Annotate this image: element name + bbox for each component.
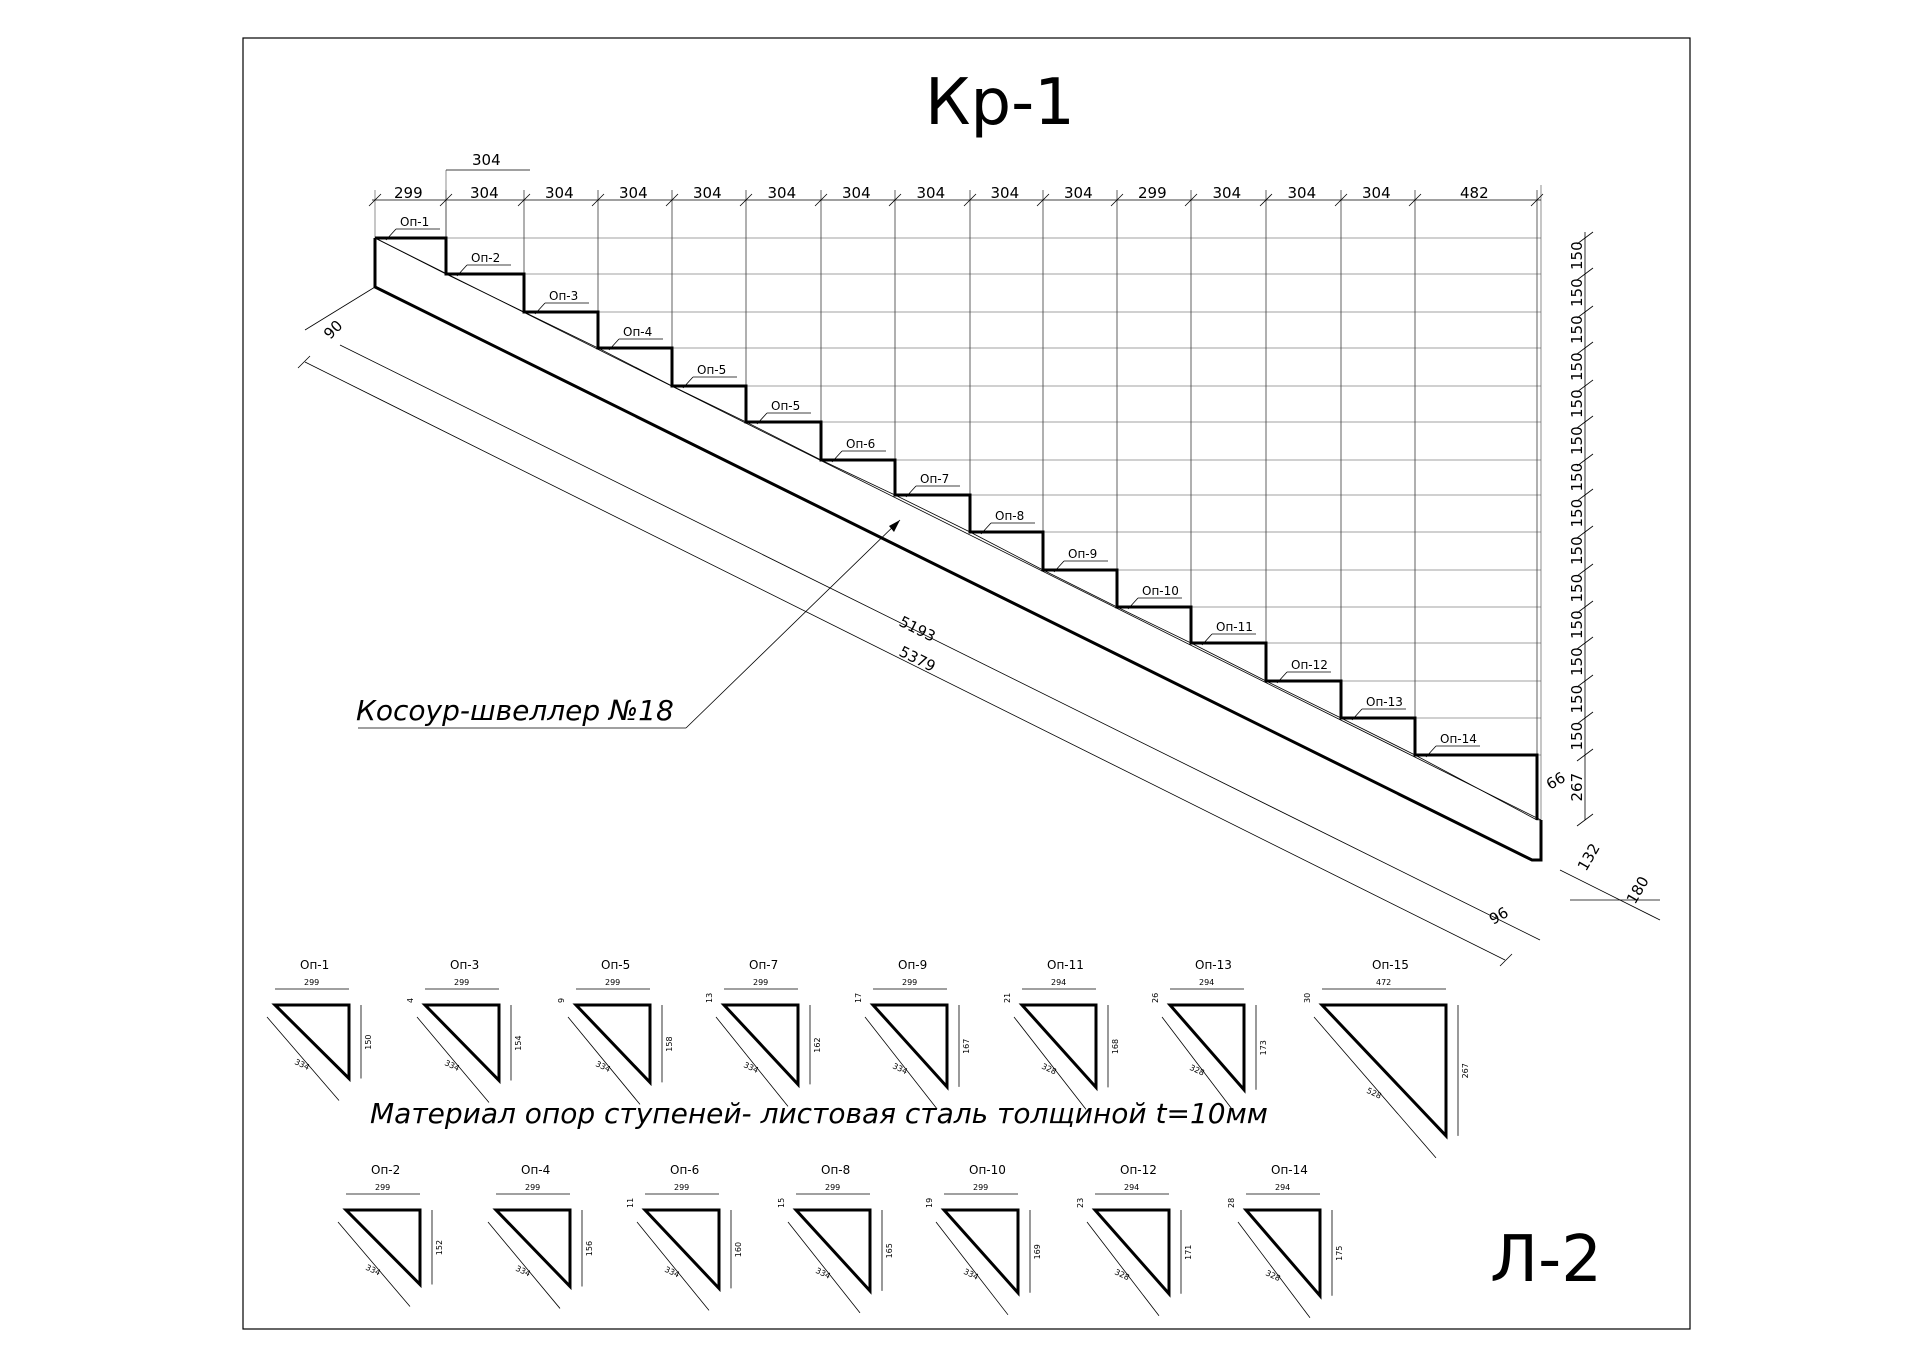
- stringer-beam: [298, 238, 1660, 966]
- beam-dim-inner: [340, 345, 1540, 940]
- top-dim-label: 304: [842, 184, 871, 202]
- support-triangle: [346, 1210, 420, 1284]
- step-diagonal: [1043, 570, 1117, 607]
- support-top-dim: 299: [454, 978, 470, 987]
- step-supports: [375, 215, 1537, 820]
- step-diagonal: [375, 238, 446, 274]
- support-name: Оп-1: [300, 958, 330, 972]
- beam-bottom-dim: 96: [1486, 903, 1512, 929]
- support-top-dim: 299: [674, 1183, 690, 1192]
- beam-bottom-dim: 132: [1573, 840, 1604, 874]
- support-hyp-dim: 528: [1365, 1086, 1383, 1101]
- support-left-dim: 9: [557, 997, 566, 1003]
- support-right-dim: 169: [1033, 1244, 1042, 1260]
- support-right-dim: 165: [885, 1243, 894, 1259]
- side-dim-label: 150: [1568, 536, 1586, 565]
- step-label: Оп-9: [1068, 547, 1098, 561]
- support-hyp-dim: 334: [814, 1266, 832, 1281]
- support-top-dim: 294: [1051, 978, 1067, 987]
- top-dim-label: 304: [1212, 184, 1242, 202]
- support-name: Оп-7: [749, 958, 779, 972]
- step-label: Оп-5: [697, 363, 727, 377]
- side-dim-label: 150: [1568, 647, 1586, 676]
- support-hyp-dimline: [1314, 1017, 1436, 1158]
- support-hyp-dim: 334: [443, 1058, 461, 1074]
- support-details: [267, 958, 1470, 1318]
- support-top-dim: 299: [525, 1183, 541, 1192]
- support-left-dim: 13: [705, 992, 714, 1003]
- side-dim-label: 150: [1568, 498, 1586, 528]
- step-label: Оп-12: [1291, 658, 1328, 672]
- beam-length-inner: 5193: [896, 612, 939, 646]
- support-top-dim: 299: [973, 1183, 989, 1192]
- step-diagonal: [446, 274, 524, 312]
- side-dim-label: 150: [1568, 721, 1586, 751]
- support-hyp-dim: 334: [293, 1057, 311, 1073]
- step-diagonal: [970, 532, 1043, 570]
- top-dim-label: 299: [1138, 184, 1167, 202]
- beam-outline: [375, 238, 1541, 860]
- step-label: Оп-11: [1216, 620, 1253, 634]
- step-diagonal: [746, 422, 821, 460]
- beam-top-edge: [375, 238, 1541, 820]
- support-left-dim: 11: [626, 1197, 635, 1208]
- support-hyp-dim: 334: [364, 1262, 382, 1278]
- top-dim-label-extra: 304: [472, 151, 501, 169]
- support-triangle: [1322, 1005, 1446, 1136]
- support-hyp-dim: 334: [891, 1061, 909, 1077]
- beam-length-outer: 5379: [896, 642, 939, 676]
- step-label: Оп-2: [471, 251, 501, 265]
- step-label: Оп-14: [1440, 732, 1477, 746]
- beam-end-dim-label: 90: [320, 316, 347, 343]
- support-triangle: [576, 1005, 650, 1082]
- step-label: Оп-3: [549, 289, 579, 303]
- support-right-dim: 160: [734, 1241, 743, 1258]
- support-hyp-dim: 334: [742, 1060, 760, 1075]
- sheet-number: Л-2: [1490, 1223, 1602, 1297]
- support-right-dim: 154: [514, 1035, 523, 1051]
- top-dim-label: 304: [767, 184, 797, 202]
- step-diagonal: [1341, 718, 1415, 755]
- support-right-dim: 267: [1461, 1063, 1470, 1079]
- material-note: Материал опор ступеней- листовая сталь толщиной t=10мм: [370, 1097, 1268, 1130]
- drawing-title: Кр-1: [925, 66, 1075, 140]
- support-top-dim: 294: [1199, 978, 1215, 987]
- support-triangle: [496, 1210, 570, 1286]
- support-name: Оп-13: [1195, 958, 1232, 972]
- support-name: Оп-4: [521, 1163, 551, 1177]
- support-top-dim: 294: [1124, 1183, 1140, 1192]
- side-dim-label: 150: [1568, 573, 1586, 603]
- support-name: Оп-11: [1047, 958, 1084, 972]
- top-dim-label: 304: [693, 184, 722, 202]
- support-hyp-dim: 334: [514, 1263, 532, 1279]
- step-label: Оп-8: [995, 509, 1025, 523]
- top-dim-label: 304: [1064, 184, 1093, 202]
- side-dim-label: 267: [1568, 772, 1586, 802]
- top-dim-label: 482: [1460, 184, 1489, 202]
- support-name: Оп-8: [821, 1163, 851, 1177]
- support-top-dim: 299: [902, 978, 918, 987]
- beam-bottom-dim: 66: [1543, 768, 1569, 794]
- beam-callout-leader: [686, 520, 900, 728]
- support-triangle: [1246, 1210, 1320, 1296]
- support-name: Оп-6: [670, 1163, 700, 1177]
- support-name: Оп-2: [371, 1163, 401, 1177]
- side-dim-label: 150: [1568, 426, 1586, 455]
- step-label: Оп-13: [1366, 695, 1403, 709]
- top-dim-label: 304: [545, 184, 574, 202]
- side-dim-label: 150: [1568, 352, 1586, 381]
- step-diagonal: [895, 495, 970, 532]
- support-top-dim: 299: [825, 1183, 841, 1192]
- support-left-dim: 26: [1151, 992, 1160, 1003]
- beam-callout-label: Косоур-швеллер №18: [356, 694, 674, 727]
- top-dim-label: 304: [1362, 184, 1391, 202]
- side-dim-label: 150: [1568, 462, 1586, 492]
- step-diagonal: [672, 386, 746, 422]
- support-left-dim: 15: [777, 1197, 786, 1208]
- support-right-dim: 167: [962, 1038, 971, 1054]
- step-diagonal: [598, 348, 672, 386]
- support-right-dim: 162: [813, 1037, 822, 1053]
- support-triangle: [275, 1005, 349, 1079]
- support-right-dim: 152: [435, 1239, 444, 1256]
- top-dim-label: 304: [916, 184, 946, 202]
- side-dim-label: 150: [1568, 241, 1586, 270]
- side-dim-label: 150: [1568, 610, 1586, 639]
- support-left-dim: 21: [1003, 992, 1012, 1003]
- side-dim-label: 150: [1568, 278, 1586, 307]
- support-top-dim: 294: [1275, 1183, 1291, 1192]
- step-diagonal: [821, 460, 895, 495]
- support-top-dim: 299: [375, 1183, 391, 1192]
- top-dim-label: 304: [1287, 184, 1317, 202]
- side-dim-label: 150: [1568, 389, 1586, 418]
- step-diagonal: [1191, 643, 1266, 681]
- support-right-dim: 171: [1184, 1244, 1193, 1260]
- support-hyp-dim: 328: [1264, 1268, 1282, 1284]
- support-top-dim: 299: [605, 978, 621, 987]
- top-dim-label: 304: [990, 184, 1020, 202]
- support-top-dim: 472: [1376, 978, 1392, 987]
- beam-callout: [356, 520, 900, 728]
- support-right-dim: 175: [1335, 1245, 1344, 1261]
- drawing-frame: [243, 38, 1690, 1329]
- support-hyp-dim: 328: [1113, 1267, 1131, 1283]
- support-top-dim: 299: [753, 978, 769, 987]
- support-left-dim: 23: [1076, 1197, 1085, 1208]
- support-name: Оп-10: [969, 1163, 1006, 1177]
- beam-callout-arrow: [889, 520, 900, 532]
- step-label: Оп-6: [846, 437, 876, 451]
- top-dim-label: 299: [394, 184, 423, 202]
- support-right-dim: 156: [585, 1240, 594, 1257]
- support-name: Оп-3: [450, 958, 480, 972]
- support-name: Оп-14: [1271, 1163, 1308, 1177]
- support-name: Оп-12: [1120, 1163, 1157, 1177]
- beam-dim-tick: [298, 356, 310, 368]
- top-dim-label: 304: [470, 184, 499, 202]
- support-left-dim: 30: [1303, 992, 1312, 1003]
- support-hyp-dim: 334: [962, 1267, 980, 1282]
- support-left-dim: 28: [1227, 1197, 1236, 1208]
- top-dim-label: 304: [619, 184, 648, 202]
- support-hyp-dim: 328: [1188, 1063, 1206, 1078]
- step-diagonal: [1117, 607, 1191, 643]
- support-left-dim: 19: [925, 1197, 934, 1208]
- support-top-dim: 299: [304, 978, 320, 987]
- support-triangle: [1170, 1005, 1244, 1090]
- support-left-dim: 17: [854, 992, 863, 1003]
- support-hyp-dim: 334: [663, 1264, 681, 1280]
- support-name: Оп-9: [898, 958, 928, 972]
- beam-dim-tick: [1500, 954, 1512, 966]
- beam-bottom-dim: 180: [1622, 873, 1653, 907]
- step-diagonal: [524, 312, 598, 348]
- support-right-dim: 150: [364, 1034, 373, 1050]
- support-left-dim: 4: [406, 997, 415, 1003]
- step-label: Оп-1: [400, 215, 430, 229]
- support-name: Оп-5: [601, 958, 631, 972]
- support-name: Оп-15: [1372, 958, 1409, 972]
- support-right-dim: 158: [665, 1036, 674, 1052]
- step-label: Оп-7: [920, 472, 950, 486]
- support-hyp-dim: 328: [1040, 1061, 1058, 1077]
- support-hyp-dim: 334: [594, 1059, 612, 1074]
- support-right-dim: 173: [1259, 1040, 1268, 1056]
- side-dim-label: 150: [1568, 684, 1586, 714]
- support-right-dim: 168: [1111, 1038, 1120, 1055]
- step-label: Оп-10: [1142, 584, 1179, 598]
- step-label: Оп-5: [771, 399, 801, 413]
- side-dim-label: 150: [1568, 315, 1586, 344]
- step-label: Оп-4: [623, 325, 653, 339]
- step-diagonal: [1266, 681, 1341, 718]
- support-triangle: [425, 1005, 499, 1080]
